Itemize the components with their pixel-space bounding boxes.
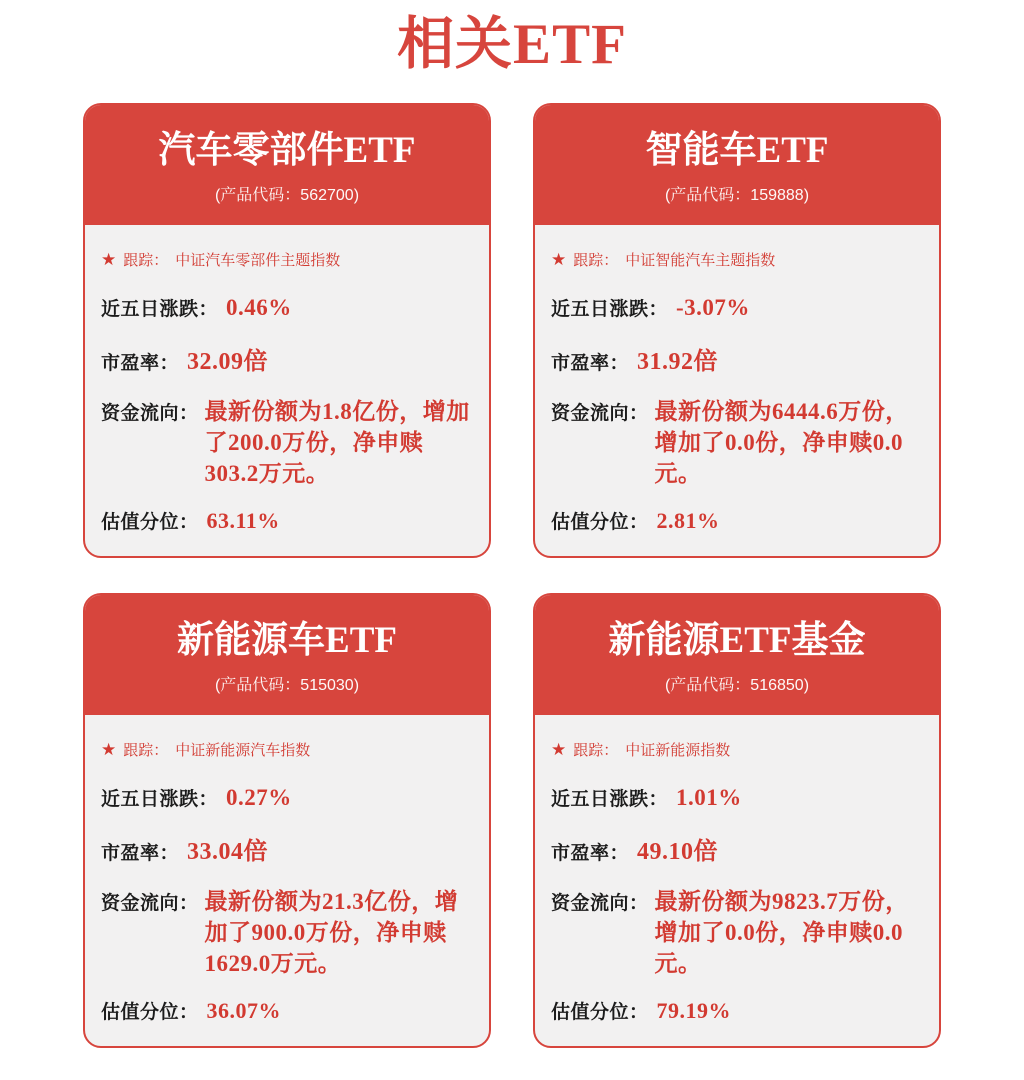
valuation-label: 估值分位： bbox=[101, 1001, 199, 1023]
valuation-row bbox=[551, 507, 925, 534]
tracking-index: 中证新能源汽车指数 bbox=[175, 741, 311, 759]
fund-flow-label: 资金流向： bbox=[551, 892, 649, 914]
etf-card-body bbox=[85, 715, 489, 1046]
etf-card-header bbox=[85, 595, 489, 715]
tracking-index: 中证智能汽车主题指数 bbox=[625, 251, 776, 269]
valuation-label: 估值分位： bbox=[551, 511, 649, 533]
five-day-change-row bbox=[551, 294, 925, 321]
etf-card-body bbox=[535, 225, 939, 556]
pe-ratio-value: 49.10倍 bbox=[637, 838, 719, 865]
pe-ratio-value: 32.09倍 bbox=[187, 348, 269, 375]
five-day-change-row bbox=[101, 294, 475, 321]
star-icon: ★ bbox=[101, 739, 117, 759]
etf-card-auto-parts bbox=[83, 103, 491, 558]
five-day-change-label: 近五日涨跌： bbox=[551, 298, 669, 320]
fund-flow-label: 资金流向： bbox=[101, 892, 199, 914]
etf-name: 汽车零部件ETF bbox=[158, 129, 416, 171]
pe-ratio-label: 市盈率： bbox=[101, 352, 180, 374]
pe-ratio-row bbox=[101, 831, 475, 866]
five-day-change-row bbox=[101, 784, 475, 811]
pe-ratio-label: 市盈率： bbox=[101, 842, 180, 864]
star-icon: ★ bbox=[101, 249, 117, 269]
fund-flow-label: 资金流向： bbox=[101, 402, 199, 424]
valuation-value: 63.11% bbox=[206, 507, 280, 533]
etf-card-nev bbox=[83, 593, 491, 1048]
tracking-row bbox=[101, 739, 475, 760]
etf-card-body bbox=[85, 225, 489, 556]
tracking-index: 中证新能源指数 bbox=[625, 741, 731, 759]
tracking-label: 跟踪： bbox=[573, 741, 619, 759]
valuation-row bbox=[101, 997, 475, 1024]
etf-product-code: (产品代码：516850) bbox=[664, 677, 810, 695]
five-day-change-value: 1.01% bbox=[676, 784, 742, 810]
etf-product-code: (产品代码：159888) bbox=[664, 187, 810, 205]
etf-card-grid bbox=[0, 103, 1024, 1048]
etf-card-new-energy-fund bbox=[533, 593, 941, 1048]
five-day-change-label: 近五日涨跌： bbox=[551, 788, 669, 810]
fund-flow-value: 最新份额为9823.7万份，增加了0.0份，净申赎0.0元。 bbox=[654, 888, 909, 976]
five-day-change-value: -3.07% bbox=[676, 294, 750, 320]
star-icon: ★ bbox=[551, 739, 567, 759]
fund-flow-value: 最新份额为6444.6万份，增加了0.0份，净申赎0.0元。 bbox=[654, 398, 909, 486]
five-day-change-value: 0.46% bbox=[226, 294, 292, 320]
pe-ratio-value: 31.92倍 bbox=[637, 348, 719, 375]
tracking-row bbox=[551, 739, 925, 760]
valuation-label: 估值分位： bbox=[551, 1001, 649, 1023]
etf-card-header bbox=[85, 105, 489, 225]
star-icon: ★ bbox=[551, 249, 567, 269]
etf-card-header bbox=[535, 595, 939, 715]
etf-name: 智能车ETF bbox=[645, 129, 829, 171]
valuation-row bbox=[551, 997, 925, 1024]
etf-name: 新能源车ETF bbox=[177, 619, 397, 661]
pe-ratio-row bbox=[101, 341, 475, 376]
fund-flow-label: 资金流向： bbox=[551, 402, 649, 424]
five-day-change-label: 近五日涨跌： bbox=[101, 788, 219, 810]
tracking-label: 跟踪： bbox=[123, 741, 169, 759]
etf-card-body bbox=[535, 715, 939, 1046]
etf-name: 新能源ETF基金 bbox=[608, 619, 866, 661]
pe-ratio-row bbox=[551, 341, 925, 376]
pe-ratio-label: 市盈率： bbox=[551, 352, 630, 374]
fund-flow-row bbox=[551, 886, 925, 979]
tracking-row bbox=[551, 249, 925, 270]
five-day-change-value: 0.27% bbox=[226, 784, 292, 810]
fund-flow-row bbox=[101, 396, 475, 489]
five-day-change-row bbox=[551, 784, 925, 811]
etf-card-header bbox=[535, 105, 939, 225]
pe-ratio-value: 33.04倍 bbox=[187, 838, 269, 865]
valuation-label: 估值分位： bbox=[101, 511, 199, 533]
tracking-index: 中证汽车零部件主题指数 bbox=[175, 251, 341, 269]
tracking-label: 跟踪： bbox=[123, 251, 169, 269]
fund-flow-value: 最新份额为1.8亿份，增加了200.0万份，净申赎303.2万元。 bbox=[204, 398, 470, 486]
five-day-change-label: 近五日涨跌： bbox=[101, 298, 219, 320]
pe-ratio-row bbox=[551, 831, 925, 866]
tracking-label: 跟踪： bbox=[573, 251, 619, 269]
page-title: 相关ETF bbox=[397, 13, 627, 76]
fund-flow-row bbox=[551, 396, 925, 489]
fund-flow-value: 最新份额为21.3亿份，增加了900.0万份，净申赎1629.0万元。 bbox=[204, 888, 459, 976]
etf-card-smart-car bbox=[533, 103, 941, 558]
tracking-row bbox=[101, 249, 475, 270]
etf-product-code: (产品代码：562700) bbox=[214, 187, 360, 205]
valuation-value: 36.07% bbox=[206, 997, 282, 1023]
valuation-value: 79.19% bbox=[656, 997, 732, 1023]
pe-ratio-label: 市盈率： bbox=[551, 842, 630, 864]
valuation-row bbox=[101, 507, 475, 534]
fund-flow-row bbox=[101, 886, 475, 979]
etf-product-code: (产品代码：515030) bbox=[214, 677, 360, 695]
valuation-value: 2.81% bbox=[656, 507, 720, 533]
